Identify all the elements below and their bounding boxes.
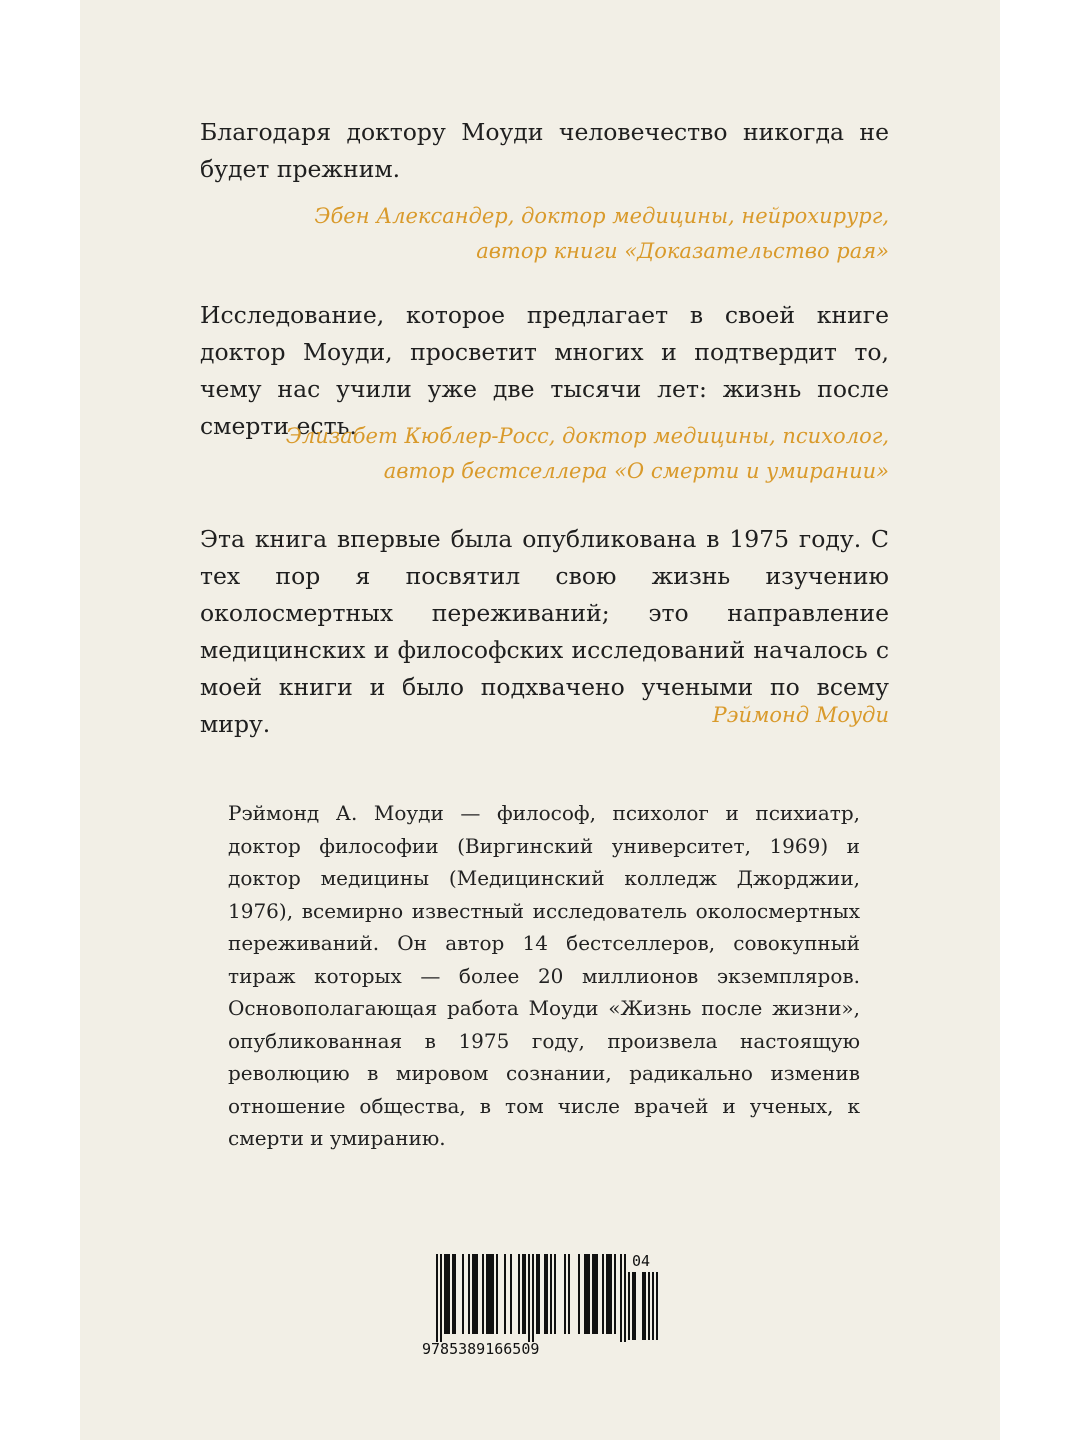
barcode-bar [546,1254,548,1334]
barcode-bar [522,1254,524,1334]
barcode-bars-addon [628,1272,664,1340]
barcode-bar [538,1254,540,1334]
barcode-bar [544,1254,546,1334]
barcode-bar [632,1272,634,1340]
barcode-bar [444,1254,446,1334]
barcode-bar [656,1272,658,1340]
barcode-bar [586,1254,588,1334]
barcode-bar [518,1254,520,1334]
quote-3-attribution [200,698,889,733]
barcode-bar [596,1254,598,1334]
quote-2-text: Исследование, которое предлагает в своей книге доктор Моуди, просветит многих и подтвердит то, чему нас учили уже две тысячи лет: жизнь после смерти есть. [200,301,889,440]
barcode-bar [568,1254,570,1334]
barcode-bar [524,1254,526,1334]
quote-1-attribution-line-2: автор книги «Доказательство рая» [476,239,889,263]
barcode-bar [644,1272,646,1340]
barcode-bar [592,1254,594,1334]
barcode-bar [536,1254,538,1334]
barcode-bar [510,1254,512,1334]
barcode-bar [472,1254,474,1334]
barcode-bar [490,1254,492,1334]
barcode-bar [440,1254,442,1342]
quote-1-attribution-line-1: Эбен Александер, доктор медицины, нейрохирург, [314,204,889,228]
barcode-bar [652,1272,654,1340]
barcode-bar [448,1254,450,1334]
barcode-bar [648,1272,650,1340]
barcode-bar [452,1254,454,1334]
barcode-addon-digits: 04 [632,1252,651,1270]
barcode-bar [588,1254,590,1334]
barcode-bar [528,1254,530,1342]
barcode-bar [602,1254,604,1334]
barcode-bar [594,1254,596,1334]
barcode-bar [584,1254,586,1334]
quote-1-attribution [200,199,889,269]
barcode-bar [606,1254,608,1334]
barcode-bar [476,1254,478,1334]
barcode-bar [642,1272,644,1340]
barcode-bar [608,1254,610,1334]
barcode-bar [486,1254,488,1334]
barcode-bar [550,1254,552,1334]
barcode-bar [634,1272,636,1340]
barcode-bar [436,1254,438,1342]
quote-2-attribution [200,419,889,489]
barcode-digits: 9785389166509 [422,1340,540,1358]
barcode-bar [610,1254,612,1334]
barcode-bar [482,1254,484,1334]
barcode-bar [532,1254,534,1342]
barcode-bar [614,1254,616,1334]
barcode-bar [492,1254,494,1334]
author-bio: Рэймонд А. Моуди — философ, психолог и психиатр, доктор философии (Виргинский университет, 1969) и доктор медицины (Медицинский колледж Джорджии, 1976), всемирно известный исследователь околосмертных переживаний. Он автор 14 бестселлеров, совокупный тираж которых — более 20 миллионов экземпляров. Основополагающая работа Моуди «Жизнь после жизни», опубликованная в 1975 году, произвела настоящую революцию в мировом сознании, радикально изменив отношение общества, в том числе врачей и ученых, к смерти и умиранию. [228,801,860,1150]
barcode-bar [628,1272,630,1340]
barcode-bar [624,1254,626,1342]
barcode-bar [496,1254,498,1334]
isbn-barcode [422,1252,664,1358]
barcode-bar [446,1254,448,1334]
barcode-bar [488,1254,490,1334]
quote-2-attribution-line-1: Элизабет Кюблер-Росс, доктор медицины, психолог, [285,424,889,448]
barcode-bar [578,1254,580,1334]
barcode-bar [474,1254,476,1334]
quote-3-text: Эта книга впервые была опубликована в 1975 году. С тех пор я посвятил свою жизнь изучению околосмертных переживаний; это направление медицинских и философских исследований началось с моей книги и было подхвачено учеными по всему миру. [200,525,889,738]
barcode-graphic [422,1252,664,1358]
quote-2-attribution-line-2: автор бестселлера «О смерти и умирании» [383,459,889,483]
barcode-bar [454,1254,456,1334]
barcode-bar [620,1254,622,1342]
quote-1-text: Благодаря доктору Моуди человечество никогда не будет прежним. [200,118,889,183]
barcode-bar [468,1254,470,1334]
barcode-bar [462,1254,464,1334]
barcode-bars-main [436,1254,626,1342]
barcode-bar [554,1254,556,1334]
quote-3-attribution-line-1: Рэймонд Моуди [712,703,889,727]
barcode-bar [504,1254,506,1334]
barcode-bar [564,1254,566,1334]
